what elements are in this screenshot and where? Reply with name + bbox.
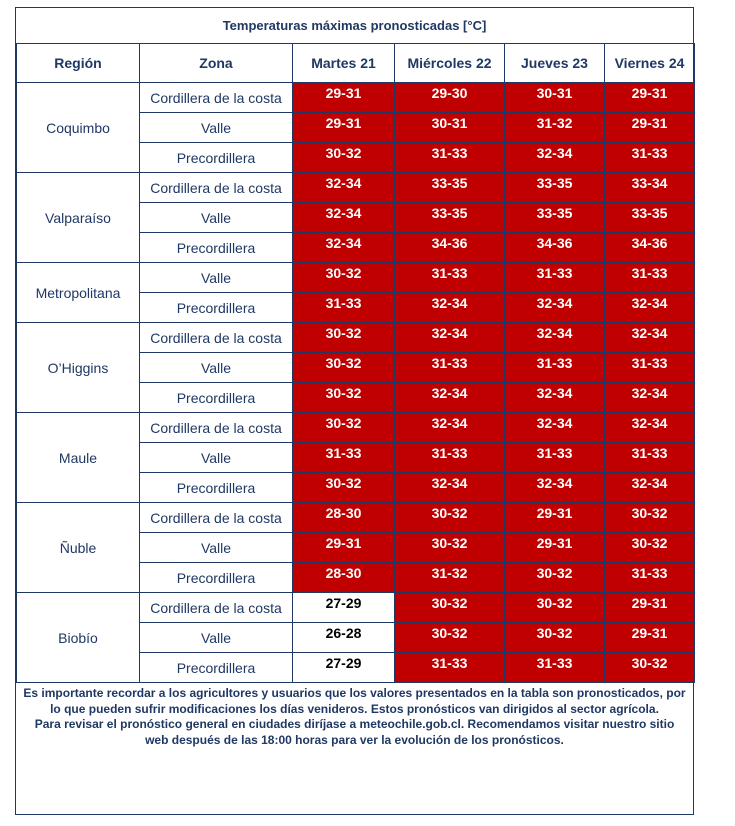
temperature-cell: 30-32 xyxy=(395,503,505,533)
temperature-cell: 30-32 xyxy=(395,623,505,653)
temperature-cell: 32-34 xyxy=(395,473,505,503)
temperature-cell: 32-34 xyxy=(395,323,505,353)
disclaimer-note xyxy=(16,686,693,748)
temperature-cell: 29-31 xyxy=(605,623,695,653)
temperature-cell: 32-34 xyxy=(505,323,605,353)
temperature-cell: 31-33 xyxy=(293,293,395,323)
temperature-cell: 30-32 xyxy=(293,353,395,383)
temperature-cell: 29-31 xyxy=(605,593,695,623)
temperature-cell: 29-31 xyxy=(605,113,695,143)
temperature-cell: 31-32 xyxy=(505,113,605,143)
zona-cell: Precordillera xyxy=(140,143,293,173)
temperature-cell: 33-35 xyxy=(605,203,695,233)
temperature-cell: 30-32 xyxy=(605,653,695,683)
temperature-cell: 32-34 xyxy=(505,473,605,503)
temperature-cell: 30-31 xyxy=(395,113,505,143)
temperature-cell: 31-33 xyxy=(605,443,695,473)
temperature-cell: 31-33 xyxy=(605,263,695,293)
temperature-cell: 32-34 xyxy=(505,293,605,323)
zona-cell: Valle xyxy=(140,623,293,653)
temperature-cell: 28-30 xyxy=(293,563,395,593)
note-line-1: Es importante recordar a los agricultores y usuarios que los valores presentados en la tabla son pronosticados, por lo que pueden sufrir modificaciones los días venideros. Estos pronósticos van dirigidos al sector agrícola. xyxy=(23,686,686,716)
zona-cell: Valle xyxy=(140,443,293,473)
temperature-cell: 30-32 xyxy=(605,533,695,563)
forecast-frame xyxy=(15,7,694,815)
temperature-cell: 30-32 xyxy=(505,563,605,593)
table-row xyxy=(17,593,695,623)
header-day: Martes 21 xyxy=(293,44,395,83)
temperature-cell: 29-31 xyxy=(505,533,605,563)
temperature-cell: 30-32 xyxy=(505,593,605,623)
temperature-cell: 31-33 xyxy=(395,353,505,383)
temperature-cell: 32-34 xyxy=(293,173,395,203)
zona-cell: Cordillera de la costa xyxy=(140,323,293,353)
temperature-cell: 31-33 xyxy=(293,443,395,473)
region-cell: Metropolitana xyxy=(17,263,140,323)
temperature-cell: 29-31 xyxy=(505,503,605,533)
table-row xyxy=(17,263,695,293)
zona-cell: Cordillera de la costa xyxy=(140,83,293,113)
temperature-cell: 32-34 xyxy=(293,233,395,263)
zona-cell: Valle xyxy=(140,203,293,233)
temperature-cell: 30-31 xyxy=(505,83,605,113)
temperature-cell: 32-34 xyxy=(605,293,695,323)
zona-cell: Cordillera de la costa xyxy=(140,413,293,443)
temperature-cell: 31-33 xyxy=(395,263,505,293)
temperature-cell: 32-34 xyxy=(605,323,695,353)
temperature-cell: 30-32 xyxy=(395,593,505,623)
table-row xyxy=(17,173,695,203)
region-cell: Biobío xyxy=(17,593,140,683)
region-cell: Maule xyxy=(17,413,140,503)
temperature-cell: 32-34 xyxy=(293,203,395,233)
temperature-cell: 30-32 xyxy=(293,383,395,413)
temperature-cell: 32-34 xyxy=(605,413,695,443)
temperature-cell: 30-32 xyxy=(395,533,505,563)
note-line-2: Para revisar el pronóstico general en ciudades diríjase a meteochile.gob.cl. Recomendamos visitar nuestro sitio web después de las 18:00 horas para ver la evolución de los pronósticos. xyxy=(34,717,675,747)
table-title: Temperaturas máximas pronosticadas [°C] xyxy=(16,8,693,44)
zona-cell: Precordillera xyxy=(140,653,293,683)
zona-cell: Valle xyxy=(140,263,293,293)
temperature-cell: 31-33 xyxy=(505,653,605,683)
temperature-cell: 31-33 xyxy=(605,143,695,173)
table-row xyxy=(17,503,695,533)
zona-cell: Cordillera de la costa xyxy=(140,173,293,203)
temperature-cell: 33-35 xyxy=(395,203,505,233)
header-day: Viernes 24 xyxy=(605,44,695,83)
temperature-cell: 30-32 xyxy=(293,413,395,443)
temperature-cell: 26-28 xyxy=(293,623,395,653)
temperature-cell: 31-33 xyxy=(505,443,605,473)
zona-cell: Precordillera xyxy=(140,293,293,323)
temperature-cell: 31-33 xyxy=(505,353,605,383)
region-cell: Coquimbo xyxy=(17,83,140,173)
temperature-cell: 32-34 xyxy=(395,383,505,413)
temperature-cell: 30-32 xyxy=(293,323,395,353)
zona-cell: Precordillera xyxy=(140,563,293,593)
zona-cell: Precordillera xyxy=(140,473,293,503)
temperature-cell: 31-33 xyxy=(605,563,695,593)
header-day: Jueves 23 xyxy=(505,44,605,83)
header-day: Miércoles 22 xyxy=(395,44,505,83)
temperature-cell: 33-35 xyxy=(395,173,505,203)
temperature-cell: 32-34 xyxy=(395,293,505,323)
header-region: Región xyxy=(17,44,140,83)
temperature-cell: 31-33 xyxy=(395,443,505,473)
table-row xyxy=(17,323,695,353)
temperature-cell: 30-32 xyxy=(293,143,395,173)
temperature-cell: 34-36 xyxy=(605,233,695,263)
temperature-cell: 33-35 xyxy=(505,173,605,203)
header-zona: Zona xyxy=(140,44,293,83)
zona-cell: Precordillera xyxy=(140,383,293,413)
temperature-cell: 31-33 xyxy=(505,263,605,293)
zona-cell: Cordillera de la costa xyxy=(140,503,293,533)
zona-cell: Valle xyxy=(140,353,293,383)
temperature-cell: 30-32 xyxy=(293,473,395,503)
temperature-cell: 29-31 xyxy=(293,533,395,563)
temperature-cell: 27-29 xyxy=(293,593,395,623)
forecast-body xyxy=(17,83,695,683)
temperature-cell: 29-31 xyxy=(293,113,395,143)
temperature-cell: 30-32 xyxy=(293,263,395,293)
region-cell: Ñuble xyxy=(17,503,140,593)
temperature-cell: 31-33 xyxy=(395,143,505,173)
header-row xyxy=(17,44,695,83)
temperature-cell: 31-33 xyxy=(605,353,695,383)
temperature-cell: 31-32 xyxy=(395,563,505,593)
forecast-table xyxy=(16,43,695,683)
table-row xyxy=(17,83,695,113)
temperature-cell: 32-34 xyxy=(505,143,605,173)
zona-cell: Valle xyxy=(140,533,293,563)
temperature-cell: 29-31 xyxy=(605,83,695,113)
temperature-cell: 32-34 xyxy=(505,383,605,413)
temperature-cell: 34-36 xyxy=(395,233,505,263)
region-cell: O’Higgins xyxy=(17,323,140,413)
temperature-cell: 34-36 xyxy=(505,233,605,263)
temperature-cell: 32-34 xyxy=(605,473,695,503)
temperature-cell: 30-32 xyxy=(605,503,695,533)
temperature-cell: 32-34 xyxy=(505,413,605,443)
temperature-cell: 32-34 xyxy=(605,383,695,413)
temperature-cell: 29-31 xyxy=(293,83,395,113)
temperature-cell: 33-34 xyxy=(605,173,695,203)
zona-cell: Valle xyxy=(140,113,293,143)
temperature-cell: 27-29 xyxy=(293,653,395,683)
temperature-cell: 31-33 xyxy=(395,653,505,683)
table-row xyxy=(17,413,695,443)
temperature-cell: 28-30 xyxy=(293,503,395,533)
temperature-cell: 32-34 xyxy=(395,413,505,443)
temperature-cell: 30-32 xyxy=(505,623,605,653)
temperature-cell: 33-35 xyxy=(505,203,605,233)
temperature-cell: 29-30 xyxy=(395,83,505,113)
zona-cell: Precordillera xyxy=(140,233,293,263)
region-cell: Valparaíso xyxy=(17,173,140,263)
zona-cell: Cordillera de la costa xyxy=(140,593,293,623)
